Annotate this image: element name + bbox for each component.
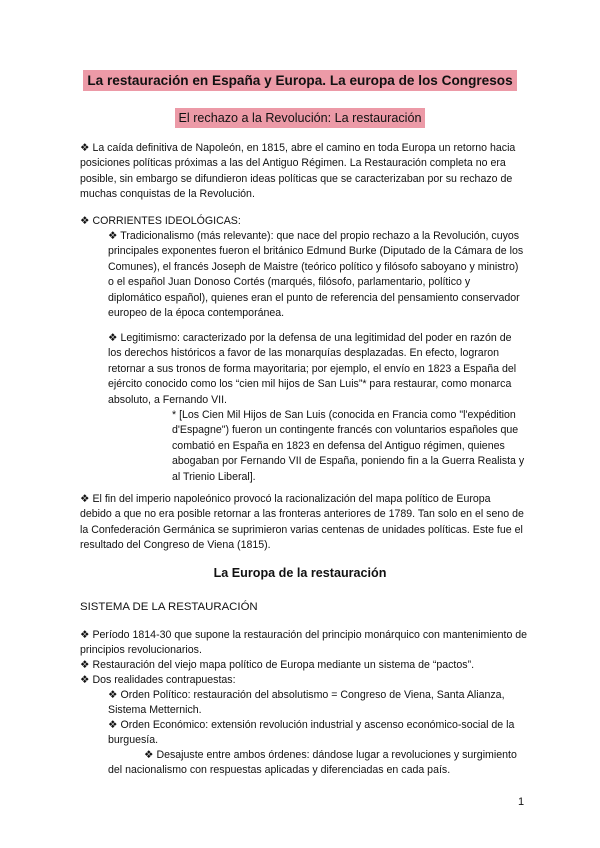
paragraph-tradicionalismo <box>108 229 526 321</box>
sistema-heading: SISTEMA DE LA RESTAURACIÓN <box>80 601 258 613</box>
list-item-text: Período 1814-30 que supone la restauración del principio monárquico con mantenimiento de principios revolucionarios. <box>80 629 528 657</box>
section-heading-europa: La Europa de la restauración <box>213 566 387 580</box>
list-item-text: Dos realidades contrapuestas: <box>92 674 236 686</box>
bullet-icon: ❖ <box>80 629 90 641</box>
list-item-text: Desajuste entre ambos órdenes: dándose lugar a revoluciones y surgimiento del nacionalismo con respuestas aplicadas y diferenciadas en cada país. <box>108 749 517 777</box>
bullet-icon: ❖ <box>80 215 90 227</box>
list-item-text: Restauración del viejo mapa político de Europa mediante un sistema de “pactos”. <box>92 659 475 671</box>
footnote-text: * [Los Cien Mil Hijos de San Luis (conocida en Francia como "l'expédition d'Espagne") fueron un contingente francés con voluntarios españoles que combatió en España en 1823 en defensa del Antiguo régimen, quienes abogaban por Fernando VII de España, poniendo fin a la Guerra Realista y al Trienio Liberal]. <box>172 409 525 483</box>
bullet-icon: ❖ <box>108 332 118 344</box>
paragraph-text: La caída definitiva de Napoleón, en 1815, abre el camino en toda Europa un retorno hacia posiciones políticas próximas a las del Antiguo Régimen. La Restauración completa no era posible, sin embargo se difundieron ideas políticas que se caracterizaban por su rechazo de muchas conquistas de la Revolución. <box>80 142 516 201</box>
paragraph-text: Tradicionalismo (más relevante): que nace del propio rechazo a la Revolución, cuyos principales exponentes fueron el británico Edmund Burke (Diputado de la Cámara de los Comunes), el francés Joseph de Maistre (teórico político y filósofo saboyano y ministro) o el español Juan Donoso Cortés (marqués, filósofo, parlamentario, político y diplomático español), quienes eran el punto de referencia del pensamiento conservador europeo de la época contemporánea. <box>108 230 524 320</box>
heading-text: CORRIENTES IDEOLÓGICAS: <box>92 215 241 227</box>
bullet-icon: ❖ <box>80 674 90 686</box>
list-item-text: Orden Político: restauración del absolutismo = Congreso de Viena, Santa Alianza, Sistema Metternich. <box>108 689 505 717</box>
bullet-icon: ❖ <box>108 719 118 731</box>
subtitle-container <box>0 108 600 128</box>
list-item-mapa <box>80 658 528 673</box>
bullet-icon: ❖ <box>80 659 90 671</box>
list-item-text: Orden Económico: extensión revolución industrial y ascenso económico-social de la burguesía. <box>108 719 515 747</box>
paragraph-text: Legitimismo: caracterizado por la defensa de una legitimidad del poder en razón de los derechos históricos a favor de las monarquías desplazadas. En efecto, lograron retornar a sus tronos de forma mayoritaria; por ejemplo, el envío en 1823 a España del ejército conocido como los “cien mil hijos de San Luis”* para restaurar, como monarca absoluto, a Fernando VII. <box>108 332 517 406</box>
page-title: La restauración en España y Europa. La europa de los Congresos <box>83 70 516 91</box>
list-item-periodo <box>80 628 528 659</box>
sublist-item-economico <box>108 718 528 749</box>
bullet-icon: ❖ <box>108 230 118 242</box>
bullet-icon: ❖ <box>80 493 90 505</box>
footnote-san-luis <box>172 408 528 485</box>
paragraph-fin-imperio <box>80 492 525 554</box>
title-container <box>0 70 600 91</box>
list-item-realidades <box>80 673 528 688</box>
bullet-icon: ❖ <box>80 142 90 154</box>
page-number: 1 <box>518 796 525 808</box>
sublist-item-desajuste <box>108 748 528 779</box>
bullet-icon: ❖ <box>144 749 154 761</box>
paragraph-legitimismo <box>108 331 526 408</box>
paragraph-text: El fin del imperio napoleónico provocó la racionalización del mapa político de Europa debido a que no era posible retornar a las fronteras anteriores de 1789. Tan solo en el seno de la Confederación Germánica se suprimieron varias centenas de unidades políticas. Este fue el resultado del Congreso de Viena (1815). <box>80 493 524 552</box>
corrientes-heading <box>80 214 525 229</box>
section-subtitle: El rechazo a la Revolución: La restauración <box>175 108 426 128</box>
bullet-icon: ❖ <box>108 689 118 701</box>
paragraph-napoleon <box>80 141 525 203</box>
sublist-item-politico <box>108 688 528 719</box>
